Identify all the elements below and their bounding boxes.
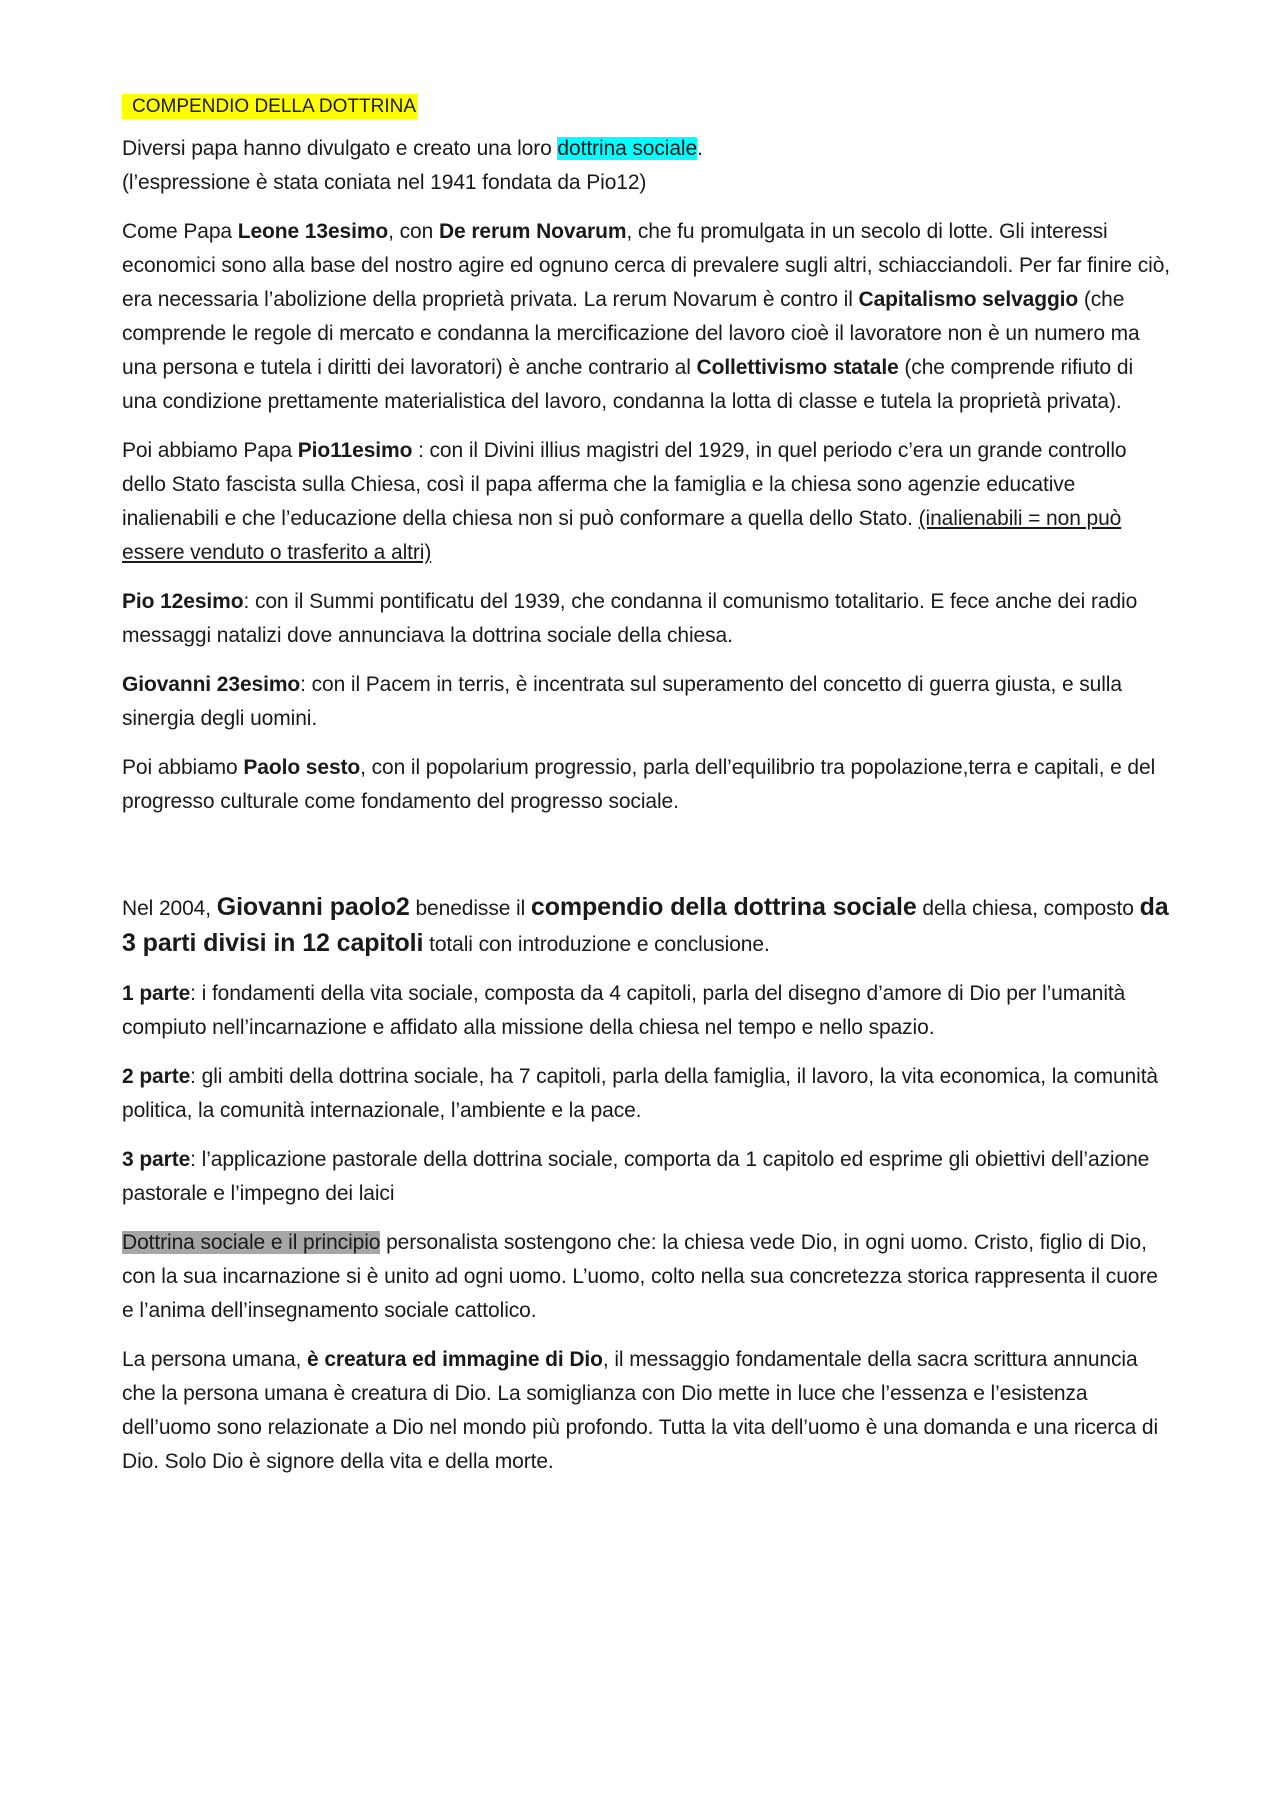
compendio-paragraph <box>122 890 1172 962</box>
text: : i fondamenti della vita sociale, composta da 4 capitoli, parla del disegno d’amore di Dio per l’umanità compiuto nell’incarnazione e affidato alla missione della chiesa nel tempo e nello spazio. <box>122 982 1126 1039</box>
underlined-note: (inalienabili = non può essere venduto o trasferito a altri) <box>122 507 1122 564</box>
bold-parte3: 3 parte <box>122 1148 191 1171</box>
text: , il messaggio fondamentale della sacra scrittura annuncia che la persona umana è creatura di Dio. La somiglianza con Dio mette in luce che l’essenza e l’esistenza dell’uomo sono relazionate a Dio nel mondo più profondo. Tutta la vita dell’uomo è una domanda e una ricerca di Dio. Solo Dio è signore della vita e della morte. <box>122 1348 1159 1473</box>
bold-pio12: Pio 12esimo <box>122 590 244 613</box>
text: : l’applicazione pastorale della dottrina sociale, comporta da 1 capitolo ed esprime gli obiettivi dell’azione pastorale e l’impegno dei laici <box>122 1148 1150 1205</box>
highlight-dottrina-sociale: dottrina sociale <box>557 137 698 160</box>
text: : con il Pacem in terris, è incentrata sul superamento del concetto di guerra giusta, e sulla sinergia degli uomini. <box>122 673 1122 730</box>
text: benedisse il <box>409 897 531 920</box>
parte1-paragraph <box>122 977 1172 1045</box>
text: : gli ambiti della dottrina sociale, ha 7 capitoli, parla della famiglia, il lavoro, la vita economica, la comunità politica, la comunità internazionale, l’ambiente e la pace. <box>122 1065 1159 1122</box>
blank-line <box>122 834 1172 890</box>
title-line <box>122 92 1172 122</box>
leone-paragraph <box>122 215 1172 419</box>
highlight-dottrina-principio: Dottrina sociale e il principio <box>122 1231 381 1254</box>
intro-period: . <box>697 137 703 160</box>
bold-creatura: è creatura ed immagine di Dio <box>307 1348 603 1371</box>
bold-collettivismo: Collettivismo statale <box>696 356 899 379</box>
bold-capitalismo: Capitalismo selvaggio <box>858 288 1079 311</box>
intro-note: (l’espressione è stata coniata nel 1941 fondata da Pio12) <box>122 171 647 194</box>
text: della chiesa, composto <box>916 897 1140 920</box>
parte3-paragraph <box>122 1143 1172 1211</box>
bold-giovanni23: Giovanni 23esimo <box>122 673 301 696</box>
text: La persona umana, <box>122 1348 307 1371</box>
text: , con il popolarium progressio, parla dell’equilibrio tra popolazione,terra e capitali, e del progresso culturale come fondamento del progresso sociale. <box>122 756 1156 813</box>
text: , con <box>388 220 439 243</box>
bold-parte1: 1 parte <box>122 982 191 1005</box>
intro-text: Diversi papa hanno divulgato e creato una loro <box>122 137 558 160</box>
text: totali con introduzione e conclusione. <box>423 933 770 956</box>
bold-compendio: compendio della dottrina sociale <box>530 893 917 921</box>
intro-paragraph <box>122 132 1172 200</box>
giovanni23-paragraph <box>122 668 1172 736</box>
text: Poi abbiamo <box>122 756 244 779</box>
pio11-paragraph <box>122 434 1172 570</box>
bold-rerum-novarum: De rerum Novarum <box>438 220 627 243</box>
persona-paragraph <box>122 1343 1172 1479</box>
text: , che fu promulgata in un secolo di lotte. Gli interessi economici sono alla base del nostro agire ed ognuno cerca di prevalere sugli altri, schiacciandoli. Per far finire ciò, era necessaria l’abolizione della proprietà privata. La rerum Novarum è contro il <box>122 220 1171 311</box>
bold-giovanni-paolo2: Giovanni paolo2 <box>216 893 410 921</box>
text: (che comprende rifiuto di una condizione prettamente materialistica del lavoro, condanna la lotta di classe e tutela la proprietà privata). <box>122 356 1134 413</box>
bold-paolo6: Paolo sesto <box>243 756 361 779</box>
text: (che comprende le regole di mercato e condanna la mercificazione del lavoro cioè il lavoratore non è un numero ma una persona e tutela i diritti dei lavoratori) è anche contrario al <box>122 288 1140 379</box>
text: Poi abbiamo Papa <box>122 439 298 462</box>
text: Nel 2004, <box>122 897 217 920</box>
text: personalista sostengono che: la chiesa vede Dio, in ogni uomo. Cristo, figlio di Dio, con la sua incarnazione si è unito ad ogni uomo. L’uomo, colto nella sua concretezza storica rappresenta il cuore e l’anima dell’insegnamento sociale cattolico. <box>122 1231 1158 1322</box>
text: : con il Summi pontificatu del 1939, che condanna il comunismo totalitario. E fece anche dei radio messaggi natalizi dove annunciava la dottrina sociale della chiesa. <box>122 590 1138 647</box>
text: Come Papa <box>122 220 238 243</box>
document-title: COMPENDIO DELLA DOTTRINA <box>122 94 418 119</box>
parte2-paragraph <box>122 1060 1172 1128</box>
paolo6-paragraph <box>122 751 1172 819</box>
bold-3-parti: da 3 parti divisi in 12 capitoli <box>122 893 1169 957</box>
bold-leone: Leone 13esimo <box>237 220 389 243</box>
bold-pio11: Pio11esimo <box>297 439 413 462</box>
bold-parte2: 2 parte <box>122 1065 191 1088</box>
personalista-paragraph <box>122 1226 1172 1328</box>
text: : con il Divini illius magistri del 1929, in quel periodo c’era un grande controllo dello Stato fascista sulla Chiesa, così il papa afferma che la famiglia e la chiesa sono agenzie educative inalienabili e che l’educazione della chiesa non si può conformare a quella dello Stato. <box>122 439 1127 530</box>
pio12-paragraph <box>122 585 1172 653</box>
